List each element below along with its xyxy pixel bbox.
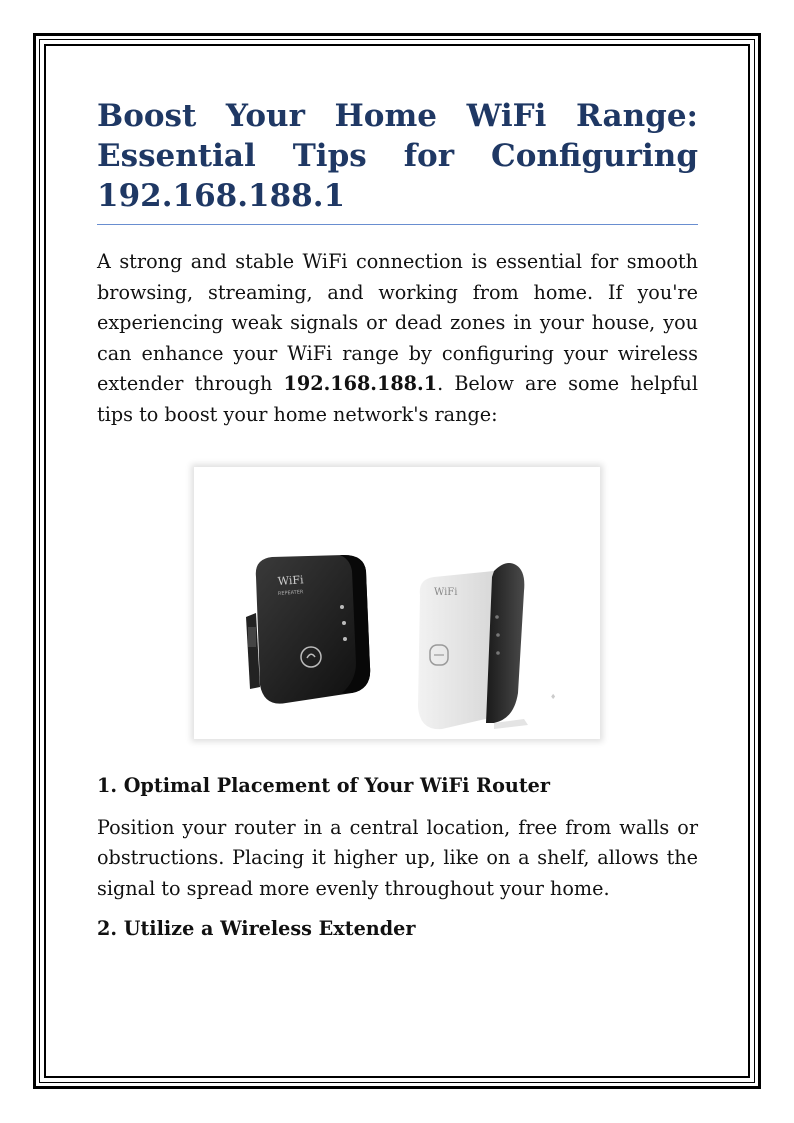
intro-paragraph bbox=[97, 247, 698, 431]
white-extender bbox=[418, 563, 556, 729]
intro-text-before: A strong and stable WiFi connection is essential for smooth browsing, streaming, and working from home. If you're experiencing weak signals or dead zones in your house, you can enhance your WiFi range by configuring your wireless extender through bbox=[97, 250, 698, 396]
black-extender bbox=[246, 555, 370, 704]
document-title: Boost Your Home WiFi Range: Essential Tips for Configuring 192.168.188.1 bbox=[97, 98, 698, 214]
black-extender-label: WiFi bbox=[277, 572, 304, 588]
document-body bbox=[97, 96, 698, 942]
wifi-extender-image bbox=[194, 467, 600, 739]
section-heading-2: 2. Utilize a Wireless Extender bbox=[97, 917, 416, 941]
ip-address-link[interactable]: 192.168.188.1 bbox=[283, 372, 438, 396]
section-body-1: Position your router in a central location, free from walls or obstructions. Placing it higher up, like on a shelf, allows the signal to spread more evenly throughout your home. bbox=[97, 815, 698, 900]
wifi-extenders-illustration bbox=[194, 467, 600, 739]
black-extender-sublabel: REPEATER bbox=[277, 588, 304, 597]
white-extender-label: WiFi bbox=[434, 586, 458, 598]
svg-text:♦: ♦ bbox=[550, 692, 557, 701]
title-underline bbox=[97, 224, 698, 225]
section-heading-1: 1. Optimal Placement of Your WiFi Router bbox=[97, 773, 551, 797]
intro-text-after: . Below are some helpful tips to boost your home network's range: bbox=[97, 372, 698, 426]
